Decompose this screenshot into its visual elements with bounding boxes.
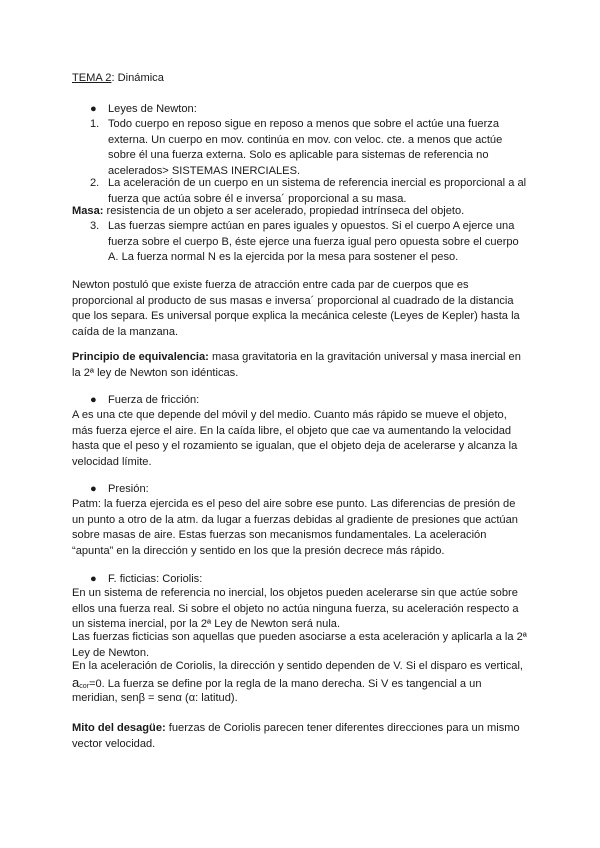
coriolis-paragraph-5: meridian, senβ = senα (α: latitud). [72,692,238,704]
page-title [72,71,530,87]
drain-text: fuerzas de Coriolis parecen tener diferentes direcciones para un mismo vector velocidad. [72,722,520,750]
law1-text: Todo cuerpo en reposo sigue en reposo a menos que sobre el actúe una fuerza externa. Un cuerpo en mov. continúa en mov. con veloc. cte. a menos que actúe sobre él una fuerza externa. Solo es aplicable para sistemas de referencia no acelerados> SISTEMAS INERCIALES. [108,118,503,177]
pressure-paragraph: Patm: la fuerza ejercida es el peso del aire sobre ese punto. Las diferencias de presión de un punto a otro de la atm. da lugar a fuerzas debidas al gradiente de presiones que actúan sobre masas de aire. Estas fuerzas son mecanismos fundamentales. La aceleración “apunta” en la dirección y sentido en los que la presión decrece más rápido. [72,498,518,557]
bullet-pressure [90,482,149,498]
bullet-icon: ● [90,394,97,406]
bullet-icon: ● [90,483,97,495]
title-rest: : Dinámica [111,72,164,84]
law1-number: 1. [90,118,100,130]
masa-definition [72,204,530,220]
friction-paragraph: A es una cte que depende del móvil y del medio. Cuanto más rápido se mueve el objeto, más fuerza ejerce el aire. En la caída libre, el objeto que cae va aumentando la velocidad hasta que el peso y el rozamiento se igualan, que el objeto deja de acelerarse y alcanza la velocidad límite. [72,409,518,468]
law2-text: La aceleración de un cuerpo en un sistema de referencia inercial es proporcional a al fuerza que actúa sobre él e inversa´ proporcional a su masa. [108,177,527,205]
equivalence-paragraph [72,350,530,381]
drain-label: Mito del desagüe: [72,722,166,734]
bullet-newton [90,102,197,118]
bullet-icon: ● [90,103,97,115]
drain-paragraph [72,721,530,752]
title-label: TEMA 2 [72,72,112,84]
law3-text: Las fuerzas siempre actúan en pares iguales y opuestos. Si el cuerpo A ejerce una fuerza sobre el cuerpo B, éste ejerce una fuerza igual pero opuesta sobre el cuerpo A. La fuerza normal N es la ejercida por la mesa para sostener el peso. [108,220,519,264]
newton-heading: Leyes de Newton: [108,103,197,115]
gravitation-paragraph: Newton postuló que existe fuerza de atracción entre cada par de cuerpos que es proporcional al producto de sus masas e inversa´ proporcional al cuadrado de la distancia que los separa. Es universal porque explica la mecánica celeste (Leyes de Kepler) hasta la caída de la manzana. [72,279,520,338]
law2-number: 2. [90,177,100,189]
coriolis-subscript: cor [79,683,89,690]
masa-label: Masa: [72,205,104,217]
masa-text: resistencia de un objeto a ser acelerado, propiedad intrínseca del objeto. [103,205,465,217]
bullet-friction [90,393,199,409]
pressure-heading: Presión: [108,483,149,495]
coriolis-paragraph-3: En la aceleración de Coriolis, la dirección y sentido dependen de V. Si el disparo es vertical, [72,660,523,672]
coriolis-p4-text: =0. La fuerza se define por la regla de la mano derecha. Si V es tangencial a un [88,678,482,690]
equivalence-text: masa gravitatoria en la gravitación universal y masa inercial en la 2ª ley de Newton son idénticas. [72,351,521,379]
bullet-icon: ● [90,573,97,585]
coriolis-paragraph-1: En un sistema de referencia no inercial, los objetos pueden acelerarse sin que actúe sobre ellos una fuerza real. Si sobre el objeto no actúa ninguna fuerza, su aceleración respecto a un sistema inercial, por la 2ª Ley de Newton será nula. [72,587,519,631]
coriolis-paragraph-2: Las fuerzas ficticias son aquellas que pueden asociarse a esta aceleración y aplicarla a la 2ª Ley de Newton. [72,631,527,659]
coriolis-heading: F. ficticias: Coriolis: [108,573,203,585]
equivalence-label: Principio de equivalencia: [72,351,209,363]
coriolis-a-symbol: a [72,675,80,690]
law3-number: 3. [90,220,100,232]
friction-heading: Fuerza de fricción: [108,394,200,406]
